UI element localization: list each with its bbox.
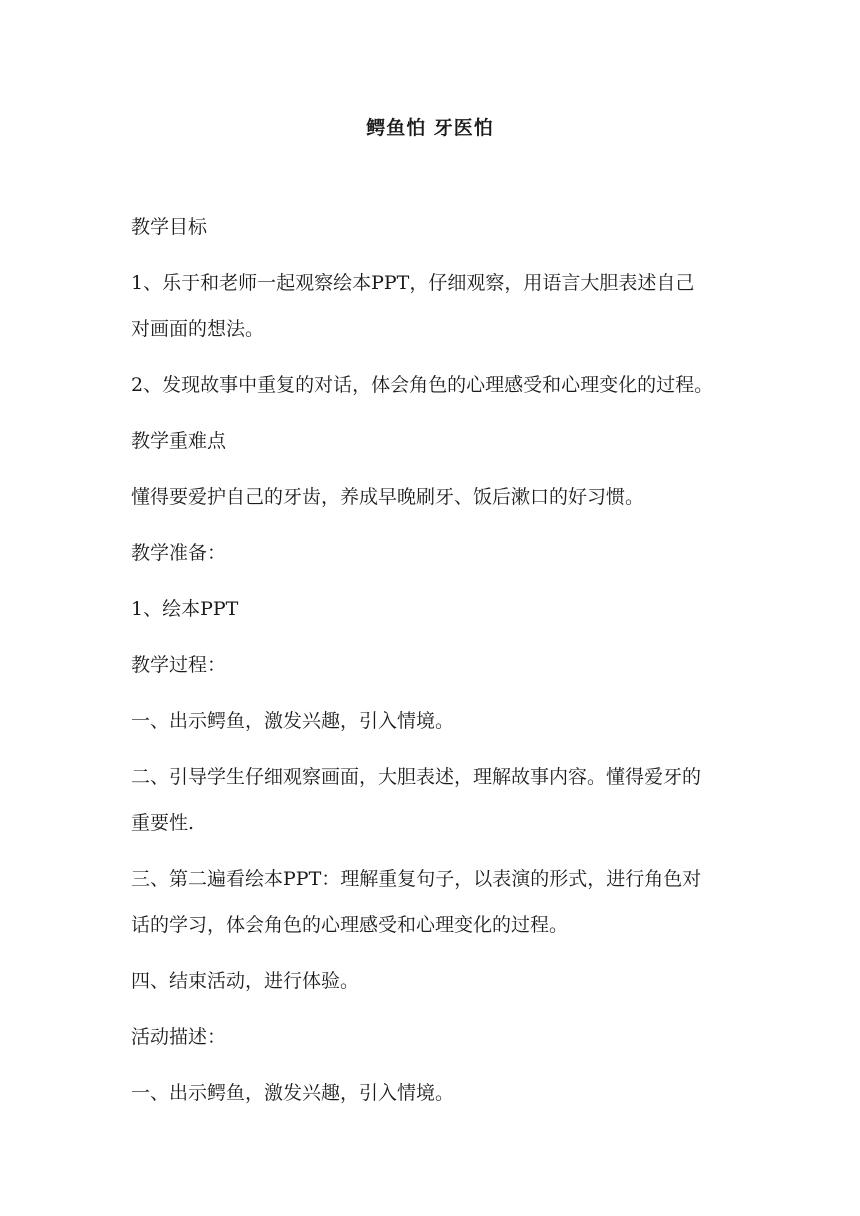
paragraph-line: 对画面的想法。 [131,318,265,340]
paragraph-line: 一、出示鳄鱼，激发兴趣，引入情境。 [131,1082,455,1104]
paragraph-line: 懂得要爱护自己的牙齿，养成早晚刷牙、饭后漱口的好习惯。 [131,486,645,508]
key-point-text [131,483,733,511]
heading-teaching-goals [131,213,733,241]
activity-step-1 [131,1079,733,1107]
paragraph-line: 三、第二遍看绘本PPT：理解重复句子，以表演的形式，进行角色对 [131,868,702,890]
process-step-1 [131,707,733,735]
paragraph-line: 活动描述： [131,1026,227,1048]
paragraph-line: 1、绘本PPT [131,598,239,620]
process-step-3 [131,865,733,939]
paragraph-line: 话的学习，体会角色的心理感受和心理变化的过程。 [131,914,569,936]
paragraph-line: 2、发现故事中重复的对话，体会角色的心理感受和心理变化的过程。 [131,374,714,396]
paragraph-line: 1、乐于和老师一起观察绘本PPT，仔细观察，用语言大胆表述自己 [131,272,695,294]
process-step-2 [131,763,733,837]
goal-item-2 [131,371,733,399]
paragraph-line: 重要性. [131,812,195,834]
paragraph-line: 四、结束活动，进行体验。 [131,970,360,992]
paragraph-line: 教学过程： [131,654,227,676]
paragraph-line: 教学目标 [131,216,208,238]
document-body [131,213,733,1135]
paragraph-line: 二、引导学生仔细观察画面，大胆表述，理解故事内容。懂得爱牙的 [131,766,702,788]
heading-activity-description [131,1023,733,1051]
heading-preparation [131,539,733,567]
heading-key-points [131,427,733,455]
paragraph-line: 教学准备： [131,542,227,564]
preparation-item-1 [131,595,733,623]
goal-item-1 [131,269,733,343]
heading-process [131,651,733,679]
process-step-4 [131,967,733,995]
paragraph-line: 一、出示鳄鱼，激发兴趣，引入情境。 [131,710,455,732]
paragraph-line: 教学重难点 [131,430,227,452]
document-title: 鳄鱼怕 牙医怕 [366,117,494,139]
